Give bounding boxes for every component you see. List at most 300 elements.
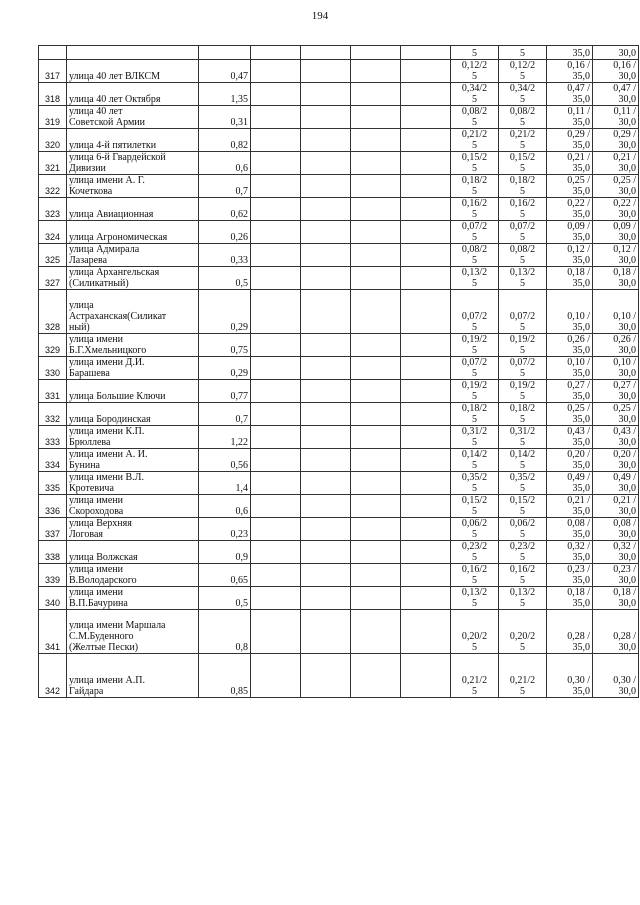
empty-cell — [251, 380, 301, 403]
value-cell: 0,11 / 35,0 — [547, 106, 593, 129]
value-cell: 0,13/2 5 — [451, 587, 499, 610]
empty-cell — [401, 403, 451, 426]
value-cell: 0,18 / 35,0 — [547, 587, 593, 610]
value-cell: 0,21/2 5 — [499, 654, 547, 698]
empty-cell — [401, 564, 451, 587]
length-cell: 0,26 — [199, 221, 251, 244]
table-row — [39, 152, 639, 175]
empty-cell — [251, 541, 301, 564]
empty-cell — [301, 290, 351, 334]
street-name-cell: улица Волжская — [67, 541, 199, 564]
length-cell: 1,35 — [199, 83, 251, 106]
value-cell: 0,20/2 5 — [451, 610, 499, 654]
empty-cell — [301, 541, 351, 564]
row-number-cell: 321 — [39, 152, 67, 175]
empty-cell — [401, 587, 451, 610]
row-number-cell: 340 — [39, 587, 67, 610]
value-cell: 0,30 / 35,0 — [547, 654, 593, 698]
value-cell: 0,08 / 30,0 — [593, 518, 639, 541]
empty-cell — [401, 334, 451, 357]
value-cell: 0,32 / 30,0 — [593, 541, 639, 564]
value-cell: 0,06/2 5 — [451, 518, 499, 541]
value-cell: 0,32 / 35,0 — [547, 541, 593, 564]
value-cell: 0,09 / 35,0 — [547, 221, 593, 244]
street-name-cell: улица 40 лет Октября — [67, 83, 199, 106]
empty-cell — [401, 267, 451, 290]
empty-cell — [351, 518, 401, 541]
table-row — [39, 244, 639, 267]
row-number-cell: 336 — [39, 495, 67, 518]
empty-cell — [301, 46, 351, 60]
table-row — [39, 334, 639, 357]
value-cell: 0,22 / 30,0 — [593, 198, 639, 221]
length-cell: 0,85 — [199, 654, 251, 698]
length-cell: 0,75 — [199, 334, 251, 357]
value-cell: 0,16/2 5 — [499, 564, 547, 587]
length-cell: 0,7 — [199, 175, 251, 198]
value-cell: 0,20 / 30,0 — [593, 449, 639, 472]
value-cell: 0,31/2 5 — [499, 426, 547, 449]
empty-cell — [351, 426, 401, 449]
length-cell: 0,77 — [199, 380, 251, 403]
value-cell: 0,12/2 5 — [499, 60, 547, 83]
empty-cell — [401, 60, 451, 83]
empty-cell — [251, 46, 301, 60]
empty-cell — [401, 380, 451, 403]
value-cell: 0,09 / 30,0 — [593, 221, 639, 244]
table-row — [39, 426, 639, 449]
street-name-cell: улица имени В.Володарского — [67, 564, 199, 587]
value-cell: 0,18/2 5 — [499, 403, 547, 426]
empty-cell — [301, 152, 351, 175]
empty-cell — [251, 244, 301, 267]
value-cell: 0,10 / 30,0 — [593, 290, 639, 334]
street-name-cell: улица Адмирала Лазарева — [67, 244, 199, 267]
length-cell: 0,6 — [199, 495, 251, 518]
row-number-cell: 332 — [39, 403, 67, 426]
table-row — [39, 495, 639, 518]
empty-cell — [401, 518, 451, 541]
row-number-cell: 339 — [39, 564, 67, 587]
table-row — [39, 267, 639, 290]
street-name-cell: улица имени А.П. Гайдара — [67, 654, 199, 698]
value-cell: 0,31/2 5 — [451, 426, 499, 449]
value-cell: 0,08 / 35,0 — [547, 518, 593, 541]
row-number-cell: 324 — [39, 221, 67, 244]
header-cell: 30,0 — [593, 46, 639, 60]
empty-cell — [39, 46, 67, 60]
street-name-cell: улица имени Скороходова — [67, 495, 199, 518]
value-cell: 0,07/2 5 — [499, 290, 547, 334]
empty-cell — [351, 495, 401, 518]
empty-cell — [301, 267, 351, 290]
empty-cell — [251, 654, 301, 698]
value-cell: 0,07/2 5 — [499, 221, 547, 244]
empty-cell — [301, 106, 351, 129]
empty-cell — [351, 380, 401, 403]
street-name-cell: улица имени В.П.Бачурина — [67, 587, 199, 610]
empty-cell — [351, 564, 401, 587]
value-cell: 0,16 / 30,0 — [593, 60, 639, 83]
empty-cell — [401, 290, 451, 334]
row-number-cell: 327 — [39, 267, 67, 290]
street-name-cell: улица имени Маршала С.М.Буденного (Желтые Пески) — [67, 610, 199, 654]
empty-cell — [301, 380, 351, 403]
value-cell: 0,06/2 5 — [499, 518, 547, 541]
empty-cell — [401, 426, 451, 449]
length-cell: 0,7 — [199, 403, 251, 426]
empty-cell — [401, 495, 451, 518]
value-cell: 0,07/2 5 — [451, 221, 499, 244]
empty-cell — [301, 518, 351, 541]
street-name-cell: улица имени Б.Г.Хмельницкого — [67, 334, 199, 357]
empty-cell — [251, 267, 301, 290]
empty-cell — [301, 495, 351, 518]
length-cell: 0,5 — [199, 587, 251, 610]
empty-cell — [401, 152, 451, 175]
empty-cell — [351, 290, 401, 334]
value-cell: 0,19/2 5 — [451, 334, 499, 357]
value-cell: 0,13/2 5 — [451, 267, 499, 290]
value-cell: 0,11 / 30,0 — [593, 106, 639, 129]
value-cell: 0,35/2 5 — [451, 472, 499, 495]
row-number-cell: 319 — [39, 106, 67, 129]
value-cell: 0,15/2 5 — [451, 495, 499, 518]
empty-cell — [351, 244, 401, 267]
page-number: 194 — [311, 10, 329, 22]
row-number-cell: 318 — [39, 83, 67, 106]
value-cell: 0,49 / 30,0 — [593, 472, 639, 495]
value-cell: 0,28 / 35,0 — [547, 610, 593, 654]
value-cell: 0,49 / 35,0 — [547, 472, 593, 495]
row-number-cell: 335 — [39, 472, 67, 495]
value-cell: 0,21 / 30,0 — [593, 152, 639, 175]
value-cell: 0,21/2 5 — [451, 129, 499, 152]
row-number-cell: 328 — [39, 290, 67, 334]
table-row — [39, 380, 639, 403]
value-cell: 0,18/2 5 — [451, 175, 499, 198]
value-cell: 0,43 / 35,0 — [547, 426, 593, 449]
length-cell: 0,65 — [199, 564, 251, 587]
street-name-cell: улица Агрономическая — [67, 221, 199, 244]
empty-cell — [301, 564, 351, 587]
table-row — [39, 60, 639, 83]
empty-cell — [401, 357, 451, 380]
row-number-cell: 320 — [39, 129, 67, 152]
value-cell: 0,07/2 5 — [499, 357, 547, 380]
value-cell: 0,30 / 30,0 — [593, 654, 639, 698]
empty-cell — [251, 518, 301, 541]
empty-cell — [251, 152, 301, 175]
empty-cell — [351, 541, 401, 564]
table-row — [39, 83, 639, 106]
length-cell: 0,31 — [199, 106, 251, 129]
length-cell: 0,56 — [199, 449, 251, 472]
value-cell: 0,23/2 5 — [499, 541, 547, 564]
empty-cell — [401, 610, 451, 654]
value-cell: 0,12 / 30,0 — [593, 244, 639, 267]
empty-cell — [351, 221, 401, 244]
empty-cell — [351, 83, 401, 106]
empty-cell — [401, 175, 451, 198]
value-cell: 0,25 / 30,0 — [593, 175, 639, 198]
table-row — [39, 564, 639, 587]
empty-cell — [251, 357, 301, 380]
row-number-cell: 341 — [39, 610, 67, 654]
empty-cell — [251, 495, 301, 518]
empty-cell — [351, 175, 401, 198]
empty-cell — [351, 60, 401, 83]
empty-cell — [251, 403, 301, 426]
length-cell: 0,5 — [199, 267, 251, 290]
empty-cell — [301, 610, 351, 654]
table-row — [39, 357, 639, 380]
value-cell: 0,21/2 5 — [451, 654, 499, 698]
length-cell: 0,62 — [199, 198, 251, 221]
value-cell: 0,27 / 30,0 — [593, 380, 639, 403]
empty-cell — [401, 449, 451, 472]
value-cell: 0,47 / 35,0 — [547, 83, 593, 106]
value-cell: 0,15/2 5 — [499, 152, 547, 175]
value-cell: 0,14/2 5 — [451, 449, 499, 472]
value-cell: 0,25 / 35,0 — [547, 403, 593, 426]
empty-cell — [351, 449, 401, 472]
table-row — [39, 290, 639, 334]
value-cell: 0,19/2 5 — [499, 380, 547, 403]
value-cell: 0,21/2 5 — [499, 129, 547, 152]
empty-cell — [251, 106, 301, 129]
street-name-cell: улица Большие Ключи — [67, 380, 199, 403]
value-cell: 0,18/2 5 — [451, 403, 499, 426]
empty-cell — [301, 426, 351, 449]
empty-cell — [251, 587, 301, 610]
length-cell: 1,22 — [199, 426, 251, 449]
empty-cell — [401, 46, 451, 60]
empty-cell — [351, 472, 401, 495]
empty-cell — [251, 426, 301, 449]
value-cell: 0,15/2 5 — [499, 495, 547, 518]
value-cell: 0,21 / 35,0 — [547, 152, 593, 175]
empty-cell — [199, 46, 251, 60]
value-cell: 0,28 / 30,0 — [593, 610, 639, 654]
empty-cell — [351, 587, 401, 610]
value-cell: 0,47 / 30,0 — [593, 83, 639, 106]
empty-cell — [301, 83, 351, 106]
street-name-cell: улица Архангельская (Силикатный) — [67, 267, 199, 290]
empty-cell — [67, 46, 199, 60]
value-cell: 0,34/2 5 — [451, 83, 499, 106]
empty-cell — [401, 129, 451, 152]
value-cell: 0,26 / 35,0 — [547, 334, 593, 357]
value-cell: 0,08/2 5 — [451, 244, 499, 267]
row-number-cell: 317 — [39, 60, 67, 83]
length-cell: 0,8 — [199, 610, 251, 654]
empty-cell — [401, 83, 451, 106]
street-name-cell: улица Верхняя Логовая — [67, 518, 199, 541]
empty-cell — [401, 472, 451, 495]
table-header-row — [39, 46, 639, 60]
table-row — [39, 221, 639, 244]
street-name-cell: улица 4-й пятилетки — [67, 129, 199, 152]
empty-cell — [251, 198, 301, 221]
empty-cell — [251, 449, 301, 472]
value-cell: 0,27 / 35,0 — [547, 380, 593, 403]
row-number-cell: 331 — [39, 380, 67, 403]
value-cell: 0,16/2 5 — [499, 198, 547, 221]
empty-cell — [301, 334, 351, 357]
value-cell: 0,18/2 5 — [499, 175, 547, 198]
street-name-cell: улица имени К.П. Брюллева — [67, 426, 199, 449]
value-cell: 0,25 / 35,0 — [547, 175, 593, 198]
table-row — [39, 610, 639, 654]
empty-cell — [251, 290, 301, 334]
length-cell: 0,29 — [199, 290, 251, 334]
row-number-cell: 330 — [39, 357, 67, 380]
empty-cell — [301, 175, 351, 198]
empty-cell — [251, 129, 301, 152]
empty-cell — [351, 334, 401, 357]
value-cell: 0,16 / 35,0 — [547, 60, 593, 83]
table-row — [39, 541, 639, 564]
street-name-cell: улица 6-й Гвардейской Дивизии — [67, 152, 199, 175]
length-cell: 0,47 — [199, 60, 251, 83]
row-number-cell: 338 — [39, 541, 67, 564]
value-cell: 0,19/2 5 — [451, 380, 499, 403]
value-cell: 0,18 / 30,0 — [593, 587, 639, 610]
street-name-cell: улица 40 лет ВЛКСМ — [67, 60, 199, 83]
empty-cell — [251, 472, 301, 495]
street-name-cell: улица Астраханская(Силикат ный) — [67, 290, 199, 334]
empty-cell — [301, 449, 351, 472]
value-cell: 0,43 / 30,0 — [593, 426, 639, 449]
value-cell: 0,26 / 30,0 — [593, 334, 639, 357]
empty-cell — [351, 198, 401, 221]
header-cell: 5 — [451, 46, 499, 60]
value-cell: 0,29 / 35,0 — [547, 129, 593, 152]
value-cell: 0,15/2 5 — [451, 152, 499, 175]
header-cell: 35,0 — [547, 46, 593, 60]
row-number-cell: 334 — [39, 449, 67, 472]
value-cell: 0,08/2 5 — [499, 106, 547, 129]
empty-cell — [301, 60, 351, 83]
row-number-cell: 322 — [39, 175, 67, 198]
table-row — [39, 403, 639, 426]
empty-cell — [301, 403, 351, 426]
empty-cell — [351, 654, 401, 698]
empty-cell — [251, 175, 301, 198]
length-cell: 0,23 — [199, 518, 251, 541]
empty-cell — [351, 129, 401, 152]
table-row — [39, 587, 639, 610]
empty-cell — [351, 357, 401, 380]
table-row — [39, 129, 639, 152]
value-cell: 0,10 / 35,0 — [547, 357, 593, 380]
value-cell: 0,16/2 5 — [451, 564, 499, 587]
street-name-cell: улица Авиационная — [67, 198, 199, 221]
value-cell: 0,10 / 35,0 — [547, 290, 593, 334]
empty-cell — [401, 244, 451, 267]
streets-table — [38, 45, 639, 698]
empty-cell — [351, 610, 401, 654]
street-name-cell: улица 40 лет Советской Армии — [67, 106, 199, 129]
empty-cell — [351, 46, 401, 60]
street-name-cell: улица имени В.Л. Кротевича — [67, 472, 199, 495]
value-cell: 0,07/2 5 — [451, 290, 499, 334]
value-cell: 0,23/2 5 — [451, 541, 499, 564]
value-cell: 0,25 / 30,0 — [593, 403, 639, 426]
value-cell: 0,35/2 5 — [499, 472, 547, 495]
value-cell: 0,20 / 35,0 — [547, 449, 593, 472]
empty-cell — [301, 221, 351, 244]
street-name-cell: улица имени А. Г. Кочеткова — [67, 175, 199, 198]
value-cell: 0,20/2 5 — [499, 610, 547, 654]
empty-cell — [251, 221, 301, 244]
street-name-cell: улица имени А. И. Бунина — [67, 449, 199, 472]
table-row — [39, 654, 639, 698]
empty-cell — [351, 152, 401, 175]
row-number-cell: 325 — [39, 244, 67, 267]
value-cell: 0,21 / 35,0 — [547, 495, 593, 518]
empty-cell — [301, 198, 351, 221]
empty-cell — [251, 564, 301, 587]
table-row — [39, 449, 639, 472]
value-cell: 0,22 / 35,0 — [547, 198, 593, 221]
value-cell: 0,23 / 35,0 — [547, 564, 593, 587]
empty-cell — [301, 129, 351, 152]
length-cell: 0,33 — [199, 244, 251, 267]
row-number-cell: 323 — [39, 198, 67, 221]
value-cell: 0,08/2 5 — [451, 106, 499, 129]
table-row — [39, 198, 639, 221]
header-cell: 5 — [499, 46, 547, 60]
empty-cell — [301, 654, 351, 698]
value-cell: 0,14/2 5 — [499, 449, 547, 472]
empty-cell — [401, 221, 451, 244]
street-name-cell: улица Бородинская — [67, 403, 199, 426]
length-cell: 0,29 — [199, 357, 251, 380]
empty-cell — [401, 198, 451, 221]
empty-cell — [401, 654, 451, 698]
value-cell: 0,13/2 5 — [499, 587, 547, 610]
row-number-cell: 333 — [39, 426, 67, 449]
value-cell: 0,18 / 35,0 — [547, 267, 593, 290]
table-row — [39, 175, 639, 198]
value-cell: 0,29 / 30,0 — [593, 129, 639, 152]
empty-cell — [301, 472, 351, 495]
empty-cell — [251, 83, 301, 106]
length-cell: 0,82 — [199, 129, 251, 152]
table-row — [39, 518, 639, 541]
empty-cell — [301, 244, 351, 267]
row-number-cell: 337 — [39, 518, 67, 541]
row-number-cell: 342 — [39, 654, 67, 698]
empty-cell — [401, 541, 451, 564]
empty-cell — [301, 587, 351, 610]
value-cell: 0,10 / 30,0 — [593, 357, 639, 380]
value-cell: 0,07/2 5 — [451, 357, 499, 380]
empty-cell — [351, 106, 401, 129]
value-cell: 0,16/2 5 — [451, 198, 499, 221]
value-cell: 0,21 / 30,0 — [593, 495, 639, 518]
empty-cell — [251, 60, 301, 83]
empty-cell — [251, 334, 301, 357]
length-cell: 0,6 — [199, 152, 251, 175]
empty-cell — [351, 403, 401, 426]
value-cell: 0,19/2 5 — [499, 334, 547, 357]
value-cell: 0,23 / 30,0 — [593, 564, 639, 587]
empty-cell — [301, 357, 351, 380]
value-cell: 0,18 / 30,0 — [593, 267, 639, 290]
